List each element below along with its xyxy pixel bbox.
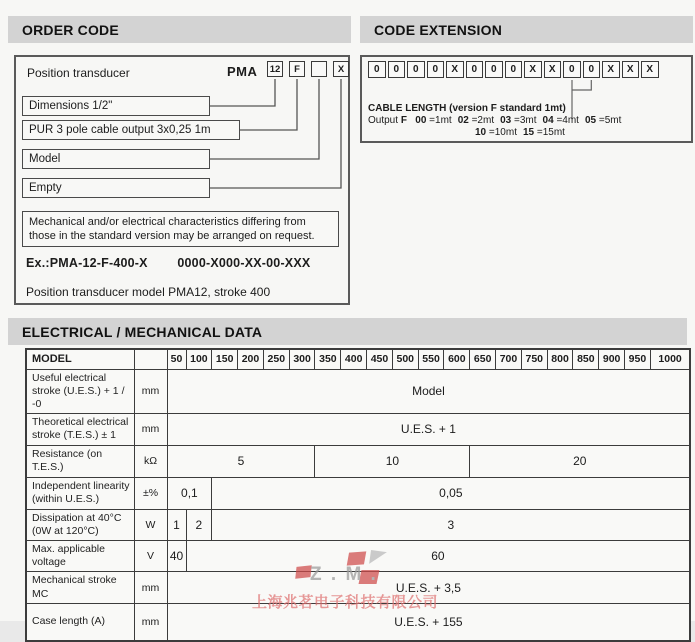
order-code-cell: 12	[267, 61, 283, 77]
stroke-column-header: 200	[238, 349, 264, 369]
stroke-column-header: 650	[470, 349, 496, 369]
extension-code-cell: X	[544, 61, 562, 78]
order-code-heading: ORDER CODE	[8, 16, 351, 43]
cable-option-code: 03	[500, 115, 515, 126]
output-prefix: Output	[368, 115, 399, 126]
value-cell: 5	[167, 445, 315, 477]
value-cell: 0,1	[167, 477, 212, 509]
stroke-column-header: 950	[625, 349, 651, 369]
table-row	[26, 509, 690, 540]
extension-code-cell: 0	[505, 61, 523, 78]
cable-option-value: =3mt	[514, 115, 537, 126]
custom-request-note: Mechanical and/or electrical characteristics differing from those in the standard version may be arranged on request.	[22, 211, 339, 247]
order-code-cell	[311, 61, 327, 77]
stroke-column-header: 1000	[650, 349, 690, 369]
code-extension-heading: CODE EXTENSION	[360, 16, 693, 43]
stroke-column-header: 800	[547, 349, 573, 369]
order-example-line	[26, 256, 310, 270]
stroke-column-header: 450	[367, 349, 393, 369]
code-extension-panel	[360, 55, 693, 143]
extension-code-cell: X	[446, 61, 464, 78]
table-row	[26, 445, 690, 477]
cable-option-value: =10mt	[488, 127, 517, 138]
cable-option-value: =15mt	[536, 127, 565, 138]
extension-code-cell: 0	[583, 61, 601, 78]
cable-length-heading: CABLE LENGTH (version F standard 1mt)	[368, 103, 566, 114]
value-cell: 1	[167, 509, 186, 540]
value-cell: 60	[186, 541, 690, 572]
cable-option-value: =1mt	[429, 115, 452, 126]
value-cell: U.E.S. + 3,5	[167, 572, 690, 603]
row-label: Independent linearity (within U.E.S.)	[26, 477, 134, 509]
output-code: F	[400, 115, 407, 126]
stroke-column-header: 600	[444, 349, 470, 369]
cable-options-1	[415, 115, 627, 126]
cable-option-value: =5mt	[598, 115, 622, 126]
row-unit: ±%	[134, 477, 167, 509]
order-example-extension: 0000-X000-XX-00-XXX	[177, 256, 311, 270]
extension-code-cell: 0	[466, 61, 484, 78]
stroke-column-header: 350	[315, 349, 341, 369]
stroke-column-header: 900	[599, 349, 625, 369]
row-unit: mm	[134, 369, 167, 413]
order-code-cell: F	[289, 61, 305, 77]
cable-length-options-line2	[475, 127, 571, 138]
cable-option-code: 05	[584, 115, 599, 126]
stroke-column-header: 300	[289, 349, 315, 369]
extension-code-cell: 0	[427, 61, 445, 78]
stroke-column-header: 100	[186, 349, 212, 369]
value-cell: 3	[212, 509, 691, 540]
row-label: Useful electrical stroke (U.E.S.) + 1 / -0	[26, 369, 134, 413]
stroke-column-header: 750	[521, 349, 547, 369]
value-cell: U.E.S. + 155	[167, 603, 690, 641]
option-dimensions: Dimensions 1/2"	[22, 96, 210, 116]
extension-code-cells	[368, 61, 659, 78]
row-label: Case length (A)	[26, 603, 134, 641]
cable-options-2	[475, 127, 571, 138]
extension-code-cell: 0	[563, 61, 581, 78]
watermark-logo-icon	[252, 550, 432, 590]
cable-option-code: 02	[457, 115, 472, 126]
row-unit: kΩ	[134, 445, 167, 477]
unit-header-cell	[134, 349, 167, 369]
row-label: Mechanical stroke MC	[26, 572, 134, 603]
extension-code-cell: X	[524, 61, 542, 78]
product-type-label: Position transducer	[27, 66, 130, 80]
stroke-column-header: 550	[418, 349, 444, 369]
row-unit: mm	[134, 413, 167, 445]
extension-code-cell: 0	[368, 61, 386, 78]
value-cell: 0,05	[212, 477, 691, 509]
extension-code-cell: X	[622, 61, 640, 78]
row-unit: mm	[134, 572, 167, 603]
value-cell: 20	[470, 445, 691, 477]
watermark-company-name: 上海兆茗电子科技有限公司	[252, 594, 439, 611]
stroke-column-header: 150	[212, 349, 238, 369]
cable-option-value: =2mt	[471, 115, 495, 126]
stroke-column-header: 700	[496, 349, 522, 369]
cable-option-value: =4mt	[556, 115, 579, 126]
watermark-logo-text: Z . M .	[310, 564, 378, 585]
row-label: Resistance (on T.E.S.)	[26, 445, 134, 477]
cable-option-code: 04	[542, 115, 557, 126]
cable-option-code: 00	[415, 115, 430, 126]
stroke-column-header: 500	[392, 349, 418, 369]
order-code-cells	[267, 61, 349, 77]
stroke-column-header: 850	[573, 349, 599, 369]
value-cell: Model	[167, 369, 690, 413]
option-cable-output: PUR 3 pole cable output 3x0,25 1m	[22, 120, 240, 140]
table-header-row	[26, 349, 690, 369]
electrical-data-heading: ELECTRICAL / MECHANICAL DATA	[8, 318, 687, 345]
cable-option-code: 10	[475, 127, 489, 138]
extension-code-cell: 0	[485, 61, 503, 78]
cable-option-code: 15	[522, 127, 537, 138]
extension-code-cell: 0	[407, 61, 425, 78]
row-unit: V	[134, 541, 167, 572]
extension-code-cell: X	[641, 61, 659, 78]
stroke-column-header: 250	[263, 349, 289, 369]
row-unit: mm	[134, 603, 167, 641]
row-label: Dissipation at 40°C (0W at 120°C)	[26, 509, 134, 540]
table-row	[26, 413, 690, 445]
value-cell: U.E.S. + 1	[167, 413, 690, 445]
order-example-code: Ex.:PMA-12-F-400-X	[26, 256, 148, 270]
cable-length-options-line1	[368, 115, 627, 126]
value-cell: 40	[167, 541, 186, 572]
row-unit: W	[134, 509, 167, 540]
order-code-cell: X	[333, 61, 349, 77]
extension-code-cell: 0	[388, 61, 406, 78]
extension-code-cell: X	[602, 61, 620, 78]
table-row	[26, 369, 690, 413]
order-example-description: Position transducer model PMA12, stroke 400	[26, 285, 271, 299]
stroke-column-header: 50	[167, 349, 186, 369]
option-empty: Empty	[22, 178, 210, 198]
value-cell: 10	[315, 445, 470, 477]
row-label: Theoretical electrical stroke (T.E.S.) ± 1	[26, 413, 134, 445]
order-code-prefix: PMA	[227, 64, 258, 79]
stroke-column-header: 400	[341, 349, 367, 369]
option-model: Model	[22, 149, 210, 169]
model-header-cell: MODEL	[26, 349, 134, 369]
row-label: Max. applicable voltage	[26, 541, 134, 572]
order-code-panel	[14, 55, 350, 305]
table-row	[26, 477, 690, 509]
value-cell: 2	[186, 509, 212, 540]
